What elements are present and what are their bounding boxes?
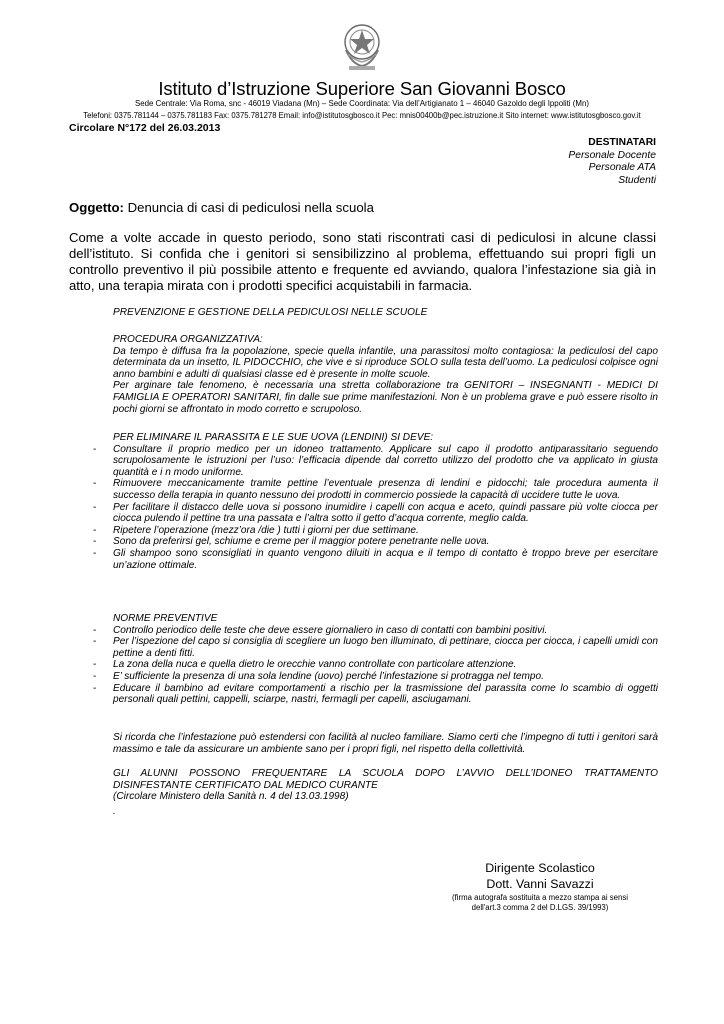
- institute-address: Sede Centrale: Via Roma, snc - 46019 Viadana (Mn) – Sede Coordinata: Via dell’Artigianato 1 – 46040 Gazoldo degli Ippoliti (Mn): [134, 98, 590, 108]
- list-item-text: Per facilitare il distacco delle uova si possono inumidire i capelli con acqua e aceto, quindi passare più volte ciocca per ciocca pulendo il pettine tra una passata e l’altra sotto il getto d’acqua corrente, meglio calda.: [113, 501, 658, 525]
- ministry-reference: (Circolare Ministero della Sanità n. 4 del 13.03.1998): [113, 791, 349, 803]
- eliminate-section: [93, 432, 658, 571]
- dash-bullet: -: [93, 478, 97, 490]
- signature-note: (firma autografa sostituita a mezzo stampa ai sensi dell'art.3 comma 2 del D.LGS. 39/1993): [452, 893, 628, 912]
- list-item: [93, 682, 658, 706]
- list-item-text: Educare il bambino ad evitare comportamenti a rischio per la trasmissione del parassita come lo scambio di oggetti personali quali pettini, cappelli, sciarpe, nastri, fermagli per capelli, asciugamani.: [113, 682, 658, 706]
- eliminate-title: PER ELIMINARE IL PARASSITA E LE SUE UOVA (LENDINI) SI DEVE:: [113, 432, 434, 443]
- recipient-item: Studenti: [618, 174, 656, 186]
- circolare-number: Circolare N°172 del 26.03.2013: [69, 122, 221, 134]
- students-notice: [113, 768, 658, 803]
- list-item-text: Sono da preferirsi gel, schiume e creme per il maggior potere penetrante nelle uova.: [113, 536, 490, 548]
- list-item: [93, 659, 658, 671]
- recipient-item: Personale Docente: [568, 149, 656, 161]
- preventive-rules-title: NORME PREVENTIVE: [113, 613, 218, 624]
- procedure-section: [113, 334, 658, 415]
- list-item-text: Per l’ispezione del capo si consiglia di scegliere un luogo ben illuminato, di pettinare, ciocca per ciocca, i capelli umidi con pettine a denti fitti.: [113, 636, 658, 659]
- preventive-rules-section: [93, 613, 658, 706]
- dash-bullet: -: [93, 547, 97, 559]
- dash-bullet: -: [93, 659, 97, 671]
- list-item-text: Ripetere l’operazione (mezz’ora /die ) tutti i giorni per due settimane.: [113, 524, 419, 536]
- subject-text: Denuncia di casi di pediculosi nella scuola: [123, 200, 374, 215]
- subject-label: Oggetto:: [69, 200, 124, 215]
- procedure-paragraph: Per arginare tale fenomeno, è necessaria una stretta collaborazione tra GENITORI – INSEGNANTI - MEDICI DI FAMIGLIA E OPERATORI SANITARI, fin dalle sue prime manifestazioni. Non è un problema grave e può essere risolto in pochi giorni se affrontato in modo corretto e scrupoloso.: [113, 380, 658, 415]
- dash-bullet: -: [93, 536, 97, 548]
- intro-paragraph: Come a volte accade in questo periodo, sono stati riscontrati casi di pediculosi in alcune classi dell’istituto. Si confida che i genitori si sensibilizzino al problema, effettuando sui propri figli un controllo preventivo il più possibile attento e frequente ed avviando, qualora l’infestazione sia già in atto, una terapia mirata con i prodotti specifici acquistabili in farmacia.: [69, 230, 656, 293]
- dash-bullet: -: [93, 670, 97, 682]
- republic-emblem-icon: [340, 20, 384, 72]
- dash-bullet: -: [93, 636, 97, 648]
- list-item-text: E’ sufficiente la presenza di una sola lendine (uovo) perché l’infestazione si protragga nel tempo.: [113, 670, 544, 682]
- dash-bullet: -: [93, 501, 97, 513]
- prevention-title: PREVENZIONE E GESTIONE DELLA PEDICULOSI NELLE SCUOLE: [113, 307, 428, 318]
- list-item-text: Gli shampoo sono sconsigliati in quanto vengono diluiti in acqua e il tempo di contatto è troppo breve per esercitare un’azione ottimale.: [113, 547, 658, 571]
- subject-line: [69, 200, 374, 215]
- procedure-paragraph: Da tempo è diffusa fra la popolazione, specie quella infantile, una parassitosi molto contagiosa: la pediculosi del capo determinata da un insetto, IL PIDOCCHIO, che vive e si riproduce SOLO sulla testa dell’uomo. La pediculosi colpisce ogni anno bambini e adulti di qualsiasi classe ed è presente in molte scuole.: [113, 345, 658, 380]
- list-item-text: Controllo periodico delle teste che deve essere giornaliero in caso di contatti con bambini positivi.: [113, 624, 548, 636]
- dash-bullet: -: [93, 624, 97, 636]
- students-notice-text: GLI ALUNNI POSSONO FREQUENTARE LA SCUOLA DOPO L’AVVIO DELL’IDONEO TRATTAMENTO DISINFESTANTE CERTIFICATO DAL MEDICO CURANTE: [113, 768, 658, 791]
- eliminate-list: [93, 443, 658, 572]
- list-item: [93, 478, 658, 501]
- list-item: [93, 547, 658, 571]
- procedure-title: PROCEDURA ORGANIZZATIVA:: [113, 334, 263, 345]
- institute-contacts: Telefoni: 0375.781144 – 0375.781183 Fax: 0375.781278 Email: info@istitutosgbosco.it Pec: mnis00400b@pec.istruzione.it Sito internet: www.istitutosgbosco.gov.it: [83, 110, 641, 120]
- dash-bullet: -: [93, 524, 97, 536]
- recipient-item: Personale ATA: [588, 162, 656, 174]
- list-item-text: La zona della nuca e quella dietro le orecchie vanno controllate con particolare attenzione.: [113, 659, 517, 671]
- signer-role: Dirigente Scolastico: [485, 861, 595, 875]
- dash-bullet: -: [93, 682, 97, 694]
- signature-block: [440, 860, 640, 912]
- list-item: [93, 524, 658, 537]
- recipients-block: [568, 137, 656, 187]
- list-item: [93, 636, 658, 659]
- recipients-heading: DESTINATARI: [588, 137, 656, 148]
- list-item: [93, 501, 658, 525]
- signer-name: Dott. Vanni Savazzi: [486, 877, 594, 891]
- list-item: [93, 536, 658, 548]
- list-item: [93, 624, 658, 637]
- dash-bullet: -: [93, 443, 97, 455]
- list-item: [93, 670, 658, 683]
- list-item-text: Rimuovere meccanicamente tramite pettine l’eventuale presenza di lendini e pidocchi; tale procedura aumenta il successo della terapia in quanto nessuno dei prodotti in commercio possiede la capacità di uccidere tutte le uova.: [113, 478, 658, 501]
- preventive-rules-list: [93, 624, 658, 706]
- list-item-text: Consultare il proprio medico per un idoneo trattamento. Applicare sul capo il prodotto antiparassitario seguendo scrupolosamente le istruzioni per l’uso: l’efficacia dipende dal corretto utilizzo del prodotto che va applicato in giusta quantità e i n modo uniforme.: [113, 443, 658, 478]
- trailing-dot: .: [113, 806, 116, 817]
- list-item: [93, 443, 658, 479]
- reminder-paragraph: Si ricorda che l’infestazione può estendersi con facilità al nucleo familiare. Siamo certi che l’impegno di tutti i genitori sarà massimo e tale da assicurare un ambiente sano per i propri figli, nel rispetto della collettività.: [113, 732, 658, 755]
- institute-title: Istituto d’Istruzione Superiore San Giovanni Bosco: [158, 78, 566, 99]
